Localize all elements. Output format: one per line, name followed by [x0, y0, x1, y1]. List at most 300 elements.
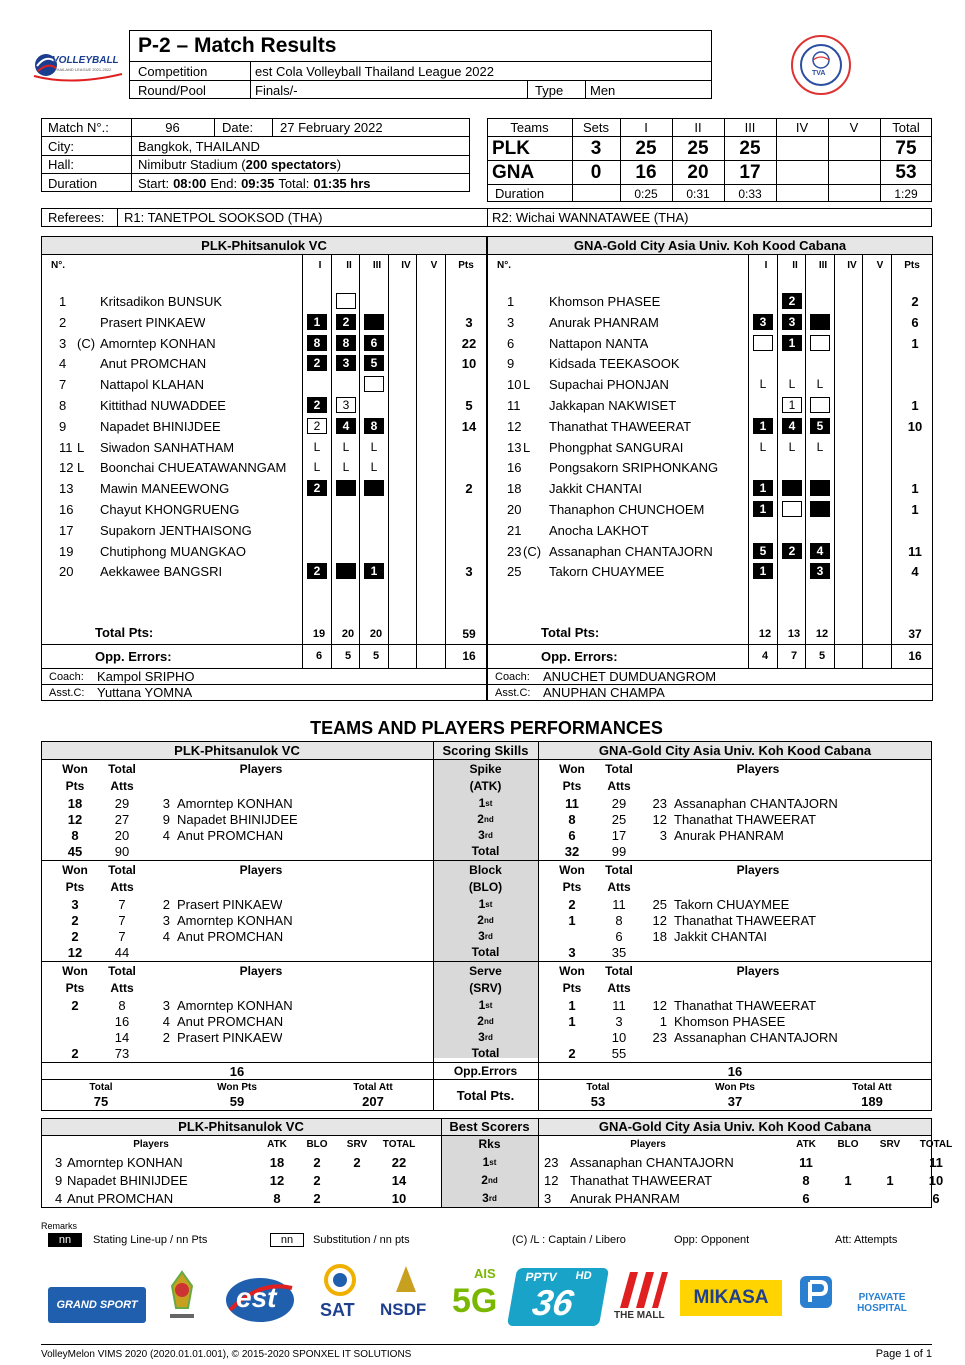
set-score-box: 1: [307, 314, 327, 330]
performances-table: [41, 741, 932, 1111]
opp-error-set: 7: [790, 650, 798, 662]
best-total-value: 10: [928, 1172, 944, 1188]
player-row: [487, 457, 933, 477]
best-blo-value: [828, 1153, 868, 1171]
score-sets-plk: 3: [590, 137, 602, 159]
player-flag: [523, 499, 547, 519]
best-col-header: SRV: [879, 1138, 901, 1150]
volleyball-league-logo: [32, 46, 124, 84]
set-score-box: 5: [364, 355, 384, 371]
best-col-header: BLO: [837, 1138, 859, 1150]
player-row: [41, 353, 487, 373]
set-score-box: [336, 480, 356, 496]
set-score-box: [810, 335, 830, 351]
sponsor-ais-5g-logo: AIS 5G: [452, 1266, 498, 1320]
player-name: Amorntep KONHAN: [100, 335, 216, 351]
duration-total: 1:29: [894, 186, 918, 201]
duration-set5: [828, 185, 880, 202]
set-score-box: 3: [336, 355, 356, 371]
best-player-number: 4: [55, 1190, 63, 1206]
set-score-box: 8: [307, 335, 327, 351]
player-row: [41, 291, 487, 311]
date-label: Date:: [222, 119, 254, 135]
player-number: 1: [59, 293, 67, 309]
perf-player-name: Assanaphan CHANTAJORN: [674, 1029, 838, 1045]
skill-name: Block: [469, 863, 502, 877]
set-header-2: II: [792, 259, 798, 271]
atts-header: Atts: [110, 880, 134, 894]
set-score-box: [753, 335, 773, 351]
asst-coach-name: ANUPHAN CHAMPA: [543, 684, 665, 700]
won-pts-value: 8: [71, 827, 79, 843]
total-atts-total: 35: [611, 944, 627, 960]
summary-header: Total: [586, 1082, 610, 1093]
perf-player-number: 23: [652, 795, 667, 811]
set-score-box: 1: [782, 335, 802, 351]
legend-start-text: Stating Line-up / nn Pts: [93, 1234, 208, 1246]
perf-left-team: PLK-Phitsanulok VC: [174, 743, 300, 758]
player-name: Chayut KHONGRUENG: [100, 501, 240, 517]
opp-error-set: [865, 646, 893, 666]
player-name: Siwadon SANHATHAM: [100, 439, 235, 455]
legend-start-box: nn: [48, 1233, 82, 1247]
player-row: [487, 333, 933, 353]
set-score-box: [364, 376, 384, 392]
won-pts-value: 2: [71, 928, 79, 944]
won-pts-value: 3: [71, 896, 79, 912]
pts-header: Pts: [904, 259, 920, 271]
player-flag: L: [523, 376, 531, 392]
set-total: [391, 624, 419, 644]
best-atk-value: 6: [802, 1190, 810, 1206]
best-blo-value: 2: [313, 1172, 321, 1188]
set-total: [865, 624, 893, 644]
player-flag: [77, 291, 101, 311]
set-score-box: 2: [336, 314, 356, 330]
best-atk-value: 8: [802, 1172, 810, 1188]
won-header: Won: [62, 762, 88, 776]
set-header-4: IV: [847, 259, 857, 271]
player-points: 11: [908, 543, 922, 559]
total-atts-total: 73: [114, 1045, 130, 1061]
type-label: Type: [535, 82, 564, 98]
rank-label: 2 nd: [477, 913, 494, 927]
duration-set2: 0:31: [686, 186, 710, 201]
best-blo-value: 1: [844, 1172, 852, 1188]
skill-name: Spike: [469, 762, 502, 776]
set-total: 19: [312, 628, 326, 640]
summary-value: 75: [93, 1094, 109, 1109]
sponsor-nsdf-logo: NSDF: [376, 1262, 436, 1328]
tva-emblem: [790, 34, 852, 96]
best-rank-label: 3 rd: [482, 1191, 497, 1205]
sponsor-mikasa-logo: MIKASA: [680, 1280, 782, 1316]
player-number: 3: [507, 314, 515, 330]
skill-total-label: Total: [471, 945, 500, 959]
player-number: 13: [59, 480, 74, 496]
player-points: [451, 291, 487, 311]
won-header: Won: [62, 863, 88, 877]
total-header: Total: [605, 863, 633, 877]
set-score-box: 1: [364, 563, 384, 579]
tva-text: TVA: [812, 70, 826, 77]
player-number: 4: [59, 355, 67, 371]
best-col-header: TOTAL: [919, 1138, 953, 1150]
best-atk-value: 12: [269, 1172, 285, 1188]
score-gna-set1: 16: [635, 161, 657, 183]
player-flag: [77, 541, 101, 561]
asst-coach-label: Asst.C:: [495, 686, 531, 699]
player-name: Anocha LAKHOT: [549, 522, 649, 538]
player-number: 18: [507, 480, 522, 496]
pts-header: Pts: [562, 779, 582, 793]
set-total: [837, 624, 865, 644]
player-number: 20: [507, 501, 522, 517]
coach-name: ANUCHET DUMDUANGROM: [543, 668, 717, 684]
won-pts-value: 1: [568, 997, 576, 1013]
opp-errors-sum: 16: [462, 649, 476, 663]
player-points: [897, 457, 933, 477]
sponsor-grand-sport-logo: GRAND SPORT: [48, 1287, 146, 1323]
rank-label: 3 rd: [478, 929, 493, 943]
player-points: 5: [465, 397, 473, 413]
player-name: Supakorn JENTHAISONG: [100, 522, 252, 538]
perf-player-name: Anurak PHANRAM: [674, 827, 784, 843]
perf-mid-header: Scoring Skills: [442, 743, 529, 758]
player-points: 1: [911, 397, 919, 413]
player-number: 9: [507, 355, 515, 371]
won-pts-total: 32: [564, 843, 580, 859]
set-header-3: III: [372, 259, 382, 271]
player-points: 1: [911, 480, 919, 496]
player-flag: [77, 478, 101, 498]
perf-player-number: 1: [659, 1013, 667, 1029]
player-flag: [77, 312, 101, 332]
player-number: 23: [507, 543, 522, 559]
player-number: 13: [507, 439, 522, 455]
player-number: 16: [507, 459, 522, 475]
best-player-name: Amorntep KONHAN: [67, 1154, 183, 1170]
best-player-name: Thanathat THAWEERAT: [570, 1172, 713, 1188]
best-col-header: SRV: [346, 1138, 368, 1150]
skill-total-label: Total: [471, 844, 500, 858]
set-score-box: 2: [307, 480, 327, 496]
competition-value: est Cola Volleyball Thailand League 2022: [255, 63, 494, 79]
skill-name: Serve: [469, 964, 502, 978]
set-score-box: L: [313, 440, 321, 454]
logo-text: VOLLEYBALL: [52, 55, 119, 66]
player-row: [487, 520, 933, 540]
round-value: Finals/-: [255, 82, 298, 98]
atts-header: Atts: [110, 779, 134, 793]
perf-player-name: Prasert PINKAEW: [177, 896, 283, 912]
set-total: 20: [341, 628, 355, 640]
sponsor-emblem-logo: [158, 1268, 206, 1328]
perf-player-name: Assanaphan CHANTAJORN: [674, 795, 838, 811]
player-flag: [523, 312, 547, 332]
perf-player-number: 12: [652, 997, 667, 1013]
sponsor-piyavate-logo: PIYAVATE HOSPITAL: [798, 1272, 926, 1324]
total-pts-sum: 37: [908, 627, 922, 641]
players-header: Players: [736, 762, 780, 776]
score-gna-set5: [828, 161, 880, 184]
set-score-box: L: [370, 460, 378, 474]
player-number: 20: [59, 563, 74, 579]
best-blo-value: [828, 1189, 868, 1207]
player-name: Supachai PHONJAN: [549, 376, 669, 392]
won-header: Won: [559, 964, 585, 978]
set-score-box: L: [759, 440, 767, 454]
best-player-number: 23: [544, 1154, 559, 1170]
player-name: Kidsada TEEKASOOK: [549, 355, 680, 371]
best-srv-value: 1: [886, 1172, 894, 1188]
hall-label: Hall:: [48, 156, 75, 172]
atts-header: Atts: [607, 880, 631, 894]
total-pts-label: Total Pts:: [95, 624, 154, 640]
perf-player-number: 4: [162, 1013, 170, 1029]
player-points: 4: [911, 563, 919, 579]
won-pts-value: [552, 1029, 592, 1045]
best-col-header: TOTAL: [382, 1138, 416, 1150]
perf-player-name: Amorntep KONHAN: [177, 997, 293, 1013]
perf-player-name: Jakkit CHANTAI: [674, 928, 767, 944]
rank-label: 1 st: [478, 897, 493, 911]
player-name: Chutiphong MUANGKAO: [100, 543, 246, 559]
opp-error-set: 5: [344, 650, 352, 662]
player-row: [487, 416, 933, 436]
player-points: 2: [911, 293, 919, 309]
rank-label: 1 st: [478, 998, 493, 1012]
skill-code: (BLO): [468, 880, 503, 894]
player-points: 3: [465, 563, 473, 579]
player-number: 16: [59, 501, 74, 517]
best-players-header: Players: [630, 1138, 666, 1150]
set-score-box: [810, 501, 830, 517]
player-flag: [77, 374, 101, 394]
opp-errors-label: Opp. Errors:: [541, 648, 618, 664]
best-total-value: 22: [391, 1154, 407, 1170]
player-points: [451, 457, 487, 477]
player-row: [41, 478, 487, 498]
best-srv-value: [870, 1189, 910, 1207]
best-player-name: Napadet BHINIJDEE: [67, 1172, 188, 1188]
score-header-set4: IV: [795, 119, 809, 135]
won-pts-total: 45: [67, 843, 83, 859]
duration-set4: [776, 185, 828, 202]
duration-set1: 0:25: [634, 186, 658, 201]
rank-label: 3 rd: [478, 828, 493, 842]
total-atts-value: 3: [615, 1013, 623, 1029]
perf-player-number: 3: [162, 912, 170, 928]
opp-errors-sum: 16: [908, 649, 922, 663]
page-title: P-2 – Match Results: [138, 34, 337, 57]
set-score-box: 3: [753, 314, 773, 330]
player-points: 2: [465, 480, 473, 496]
player-flag: [523, 561, 547, 581]
score-header-sets: Sets: [582, 119, 609, 135]
set-total: [419, 624, 447, 644]
set-score-box: L: [788, 377, 796, 391]
hall-value: Nimibutr Stadium ( 200 spectators ): [138, 156, 342, 172]
perf-player-number: 4: [162, 928, 170, 944]
set-score-box: [782, 501, 802, 517]
player-number: 17: [59, 522, 74, 538]
player-flag: (C): [523, 543, 542, 559]
set-score-box: 5: [810, 418, 830, 434]
coach-label: Coach:: [49, 670, 84, 683]
perf-right-team: GNA-Gold City Asia Univ. Koh Kood Cabana: [598, 743, 872, 758]
pts-header: Pts: [562, 880, 582, 894]
set-total: 13: [787, 628, 801, 640]
player-flag: [77, 520, 101, 540]
set-score-box: [810, 480, 830, 496]
ranks-header: Rks: [478, 1137, 501, 1151]
total-header: Total: [108, 863, 136, 877]
set-score-box: 4: [336, 418, 356, 434]
players-header: Players: [736, 863, 780, 877]
player-points: 1: [911, 335, 919, 351]
set-score-box: L: [816, 377, 824, 391]
player-row: [41, 499, 487, 519]
score-header-teams: Teams: [510, 119, 549, 135]
player-points: 10: [461, 355, 477, 371]
player-number: 2: [59, 314, 67, 330]
player-row: [41, 561, 487, 581]
opp-error-set: 5: [372, 650, 380, 662]
pts-header: Pts: [65, 880, 85, 894]
summary-value: 37: [727, 1094, 743, 1109]
best-srv-value: [337, 1189, 377, 1207]
player-flag: [77, 499, 101, 519]
player-number: 3: [59, 335, 67, 351]
set-header-2: II: [346, 259, 352, 271]
roster-gna: [487, 236, 933, 701]
perf-player-name: Anut PROMCHAN: [177, 827, 284, 843]
player-points: [897, 353, 933, 373]
player-row: [487, 541, 933, 561]
player-number: 8: [59, 397, 67, 413]
player-points: [897, 437, 933, 457]
total-atts-total: 99: [611, 843, 627, 859]
set-score-box: [336, 563, 356, 579]
player-points: 1: [911, 501, 919, 517]
player-name: Assanaphan CHANTAJORN: [549, 543, 713, 559]
total-header: Total: [605, 964, 633, 978]
best-col-header: ATK: [267, 1138, 287, 1150]
pts-header: Pts: [562, 981, 582, 995]
total-atts-value: 8: [615, 912, 623, 928]
best-srv-value: [337, 1171, 377, 1189]
player-name: Jakkapan NAKWISET: [549, 397, 677, 413]
set-score-box: L: [788, 440, 796, 454]
set-score-box: 8: [364, 418, 384, 434]
total-header: Total: [108, 964, 136, 978]
perf-player-number: 9: [162, 811, 170, 827]
best-scorers-table: [41, 1118, 953, 1208]
player-flag: [523, 457, 547, 477]
perf-player-number: 2: [162, 1029, 170, 1045]
player-number: 9: [59, 418, 67, 434]
rank-label: 2 nd: [477, 812, 494, 826]
score-header-total: Total: [892, 119, 920, 135]
perf-player-name: Anut PROMCHAN: [177, 928, 284, 944]
summary-value: 59: [229, 1094, 245, 1109]
won-pts-value: 8: [568, 811, 576, 827]
player-row: [41, 395, 487, 415]
set-score-box: 2: [307, 397, 327, 413]
best-total-value: 11: [929, 1154, 943, 1170]
player-number: 7: [59, 376, 67, 392]
won-pts-value: 11: [565, 795, 579, 811]
player-points: [897, 374, 933, 394]
score-gna-set4: [776, 161, 828, 184]
won-header: Won: [62, 964, 88, 978]
player-row: [41, 312, 487, 332]
total-atts-value: 8: [118, 997, 126, 1013]
player-points: [451, 499, 487, 519]
won-header: Won: [559, 762, 585, 776]
score-gna-set3: 17: [739, 161, 761, 183]
player-number: 19: [59, 543, 74, 559]
set-score-box: 1: [753, 563, 773, 579]
player-name: Anurak PHANRAM: [549, 314, 659, 330]
set-score-box: 3: [810, 563, 830, 579]
perf-player-name: Amorntep KONHAN: [177, 795, 293, 811]
player-row: [41, 541, 487, 561]
footer-copyright: VolleyMelon VIMS 2020 (2020.01.01.001), © 2015-2020 SPONXEL IT SOLUTIONS: [41, 1348, 412, 1360]
set-score-box: 2: [782, 543, 802, 559]
total-atts-value: 29: [611, 795, 627, 811]
best-atk-value: 18: [269, 1154, 285, 1170]
total-atts-value: 11: [612, 997, 626, 1013]
set-score-box: L: [759, 377, 767, 391]
match-no-value: 96: [165, 119, 180, 135]
legend-opponent: Opp: Opponent: [674, 1234, 750, 1246]
best-player-number: 9: [55, 1172, 63, 1188]
set-score-box: L: [370, 440, 378, 454]
player-flag: [523, 291, 547, 311]
player-flag: [77, 353, 101, 373]
perf-player-number: 12: [652, 811, 667, 827]
legend-captain: (C) /L : Captain / Libero: [512, 1234, 626, 1246]
player-number: 11: [59, 439, 73, 455]
player-name: Khomson PHASEE: [549, 293, 661, 309]
coach-label: Coach:: [495, 670, 530, 683]
won-pts-value: 1: [568, 1013, 576, 1029]
total-atts-value: 7: [118, 896, 126, 912]
player-points: 10: [907, 418, 923, 434]
score-header-set1: I: [644, 119, 648, 135]
set-score-box: 6: [364, 335, 384, 351]
player-row: [487, 312, 933, 332]
score-duration-label: Duration: [495, 186, 545, 201]
opp-errors-label: Opp. Errors:: [95, 648, 172, 664]
opp-error-set: 6: [315, 650, 323, 662]
asst-coach-name: Yuttana YOMNA: [97, 684, 193, 700]
perf-player-number: 3: [659, 827, 667, 843]
best-players-header: Players: [133, 1138, 169, 1150]
perf-player-number: 4: [162, 827, 170, 843]
total-pts-label: Total Pts.: [456, 1087, 515, 1103]
players-header: Players: [736, 964, 780, 978]
right-opp-errors: 16: [727, 1063, 743, 1079]
set-score-box: L: [342, 440, 350, 454]
total-header: Total: [605, 762, 633, 776]
won-pts-value: [55, 1029, 95, 1045]
summary-value: 189: [861, 1094, 883, 1109]
perf-player-number: 12: [652, 912, 667, 928]
player-points: [451, 520, 487, 540]
